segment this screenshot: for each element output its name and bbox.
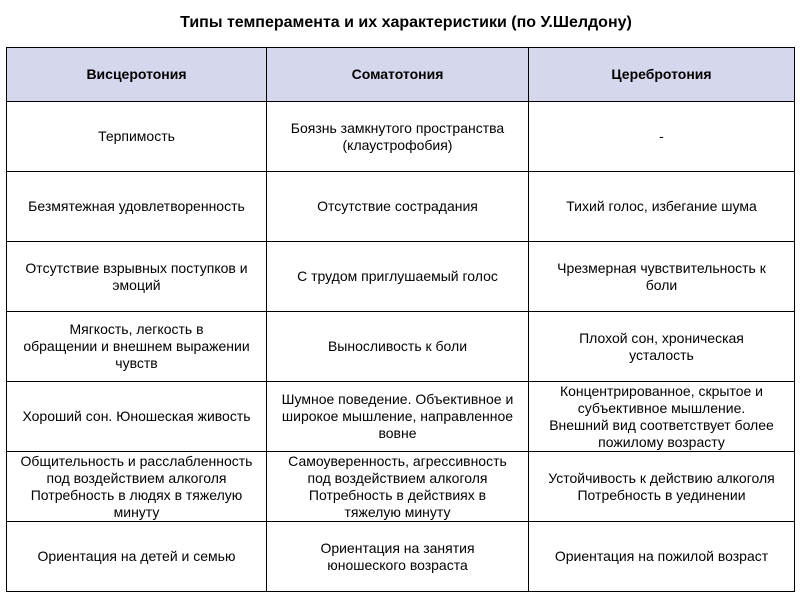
table-cell: Терпимость [7,102,267,172]
table-cell: Отсутствие взрывных поступков и эмоций [7,242,267,312]
table-cell: Безмятежная удовлетворенность [7,172,267,242]
table-row [7,312,795,382]
table-cell: С трудом приглушаемый голос [267,242,529,312]
table-cell: Ориентация на пожилой возраст [529,522,795,592]
table-cell: Тихий голос, избегание шума [529,172,795,242]
table-row [7,102,795,172]
header-viscerotonia: Висцеротония [7,48,267,102]
table-cell: Самоуверенность, агрессивность под воздействием алкоголя Потребность в действиях в тяжелую минуту [267,452,529,522]
table-cell: Мягкость, легкость в обращении и внешнем выражении чувств [7,312,267,382]
table-cell: Ориентация на детей и семью [7,522,267,592]
table-row [7,172,795,242]
table-cell: Чрезмерная чувствительность к боли [529,242,795,312]
table-cell: - [529,102,795,172]
table-cell: Боязнь замкнутого пространства (клаустрофобия) [267,102,529,172]
table-cell: Шумное поведение. Объективное и широкое мышление, направленное вовне [267,382,529,452]
header-somatotonia: Соматотония [267,48,529,102]
header-cerebrotonia: Церебротония [529,48,795,102]
table-cell: Хороший сон. Юношеская живость [7,382,267,452]
table-row [7,242,795,312]
table-cell: Ориентация на занятия юношеского возраста [267,522,529,592]
temperament-table [6,47,795,592]
table-header-row [7,48,795,102]
table-cell: Выносливость к боли [267,312,529,382]
table-row [7,522,795,592]
table-cell: Концентрированное, скрытое и субъективное мышление. Внешний вид соответствует более пожилому возрасту [529,382,795,452]
table-cell: Устойчивость к действию алкоголя Потребность в уединении [529,452,795,522]
table-row [7,382,795,452]
table-cell: Отсутствие сострадания [267,172,529,242]
table-cell: Плохой сон, хроническая усталость [529,312,795,382]
table-row [7,452,795,522]
table-cell: Общительность и расслабленность под воздействием алкоголя Потребность в людях в тяжелую минуту [7,452,267,522]
page-title: Типы темперамента и их характеристики (по У.Шелдону) [180,14,632,31]
